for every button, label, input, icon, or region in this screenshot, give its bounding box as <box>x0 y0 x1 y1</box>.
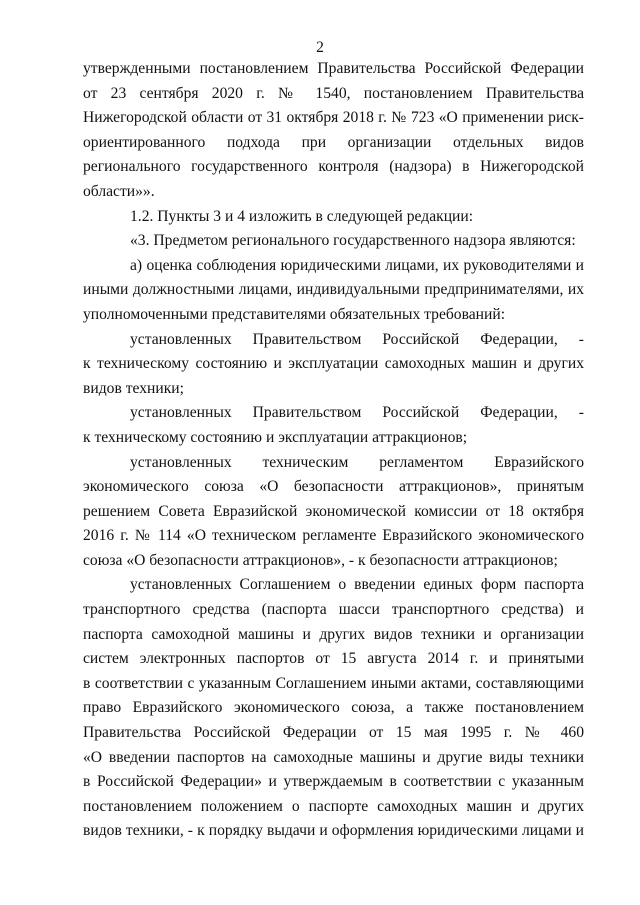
text-line: право Евразийского экономического союза, а также постановлением <box>83 699 584 717</box>
text-line: утвержденными постановлением Правительства Российской Федерации <box>83 60 584 77</box>
text-line: установленных техническим регламентом Евразийского <box>130 453 584 471</box>
text-line: транспортного средства (паспорта шасси транспортного средства) и <box>83 601 584 619</box>
text-line: паспорта самоходной машины и других видов техники и организации <box>83 625 584 643</box>
text-line: видов техники; <box>83 379 184 397</box>
text-line: 2016 г. № 114 «О техническом регламенте Евразийского экономического <box>83 527 584 545</box>
text-line: Правительства Российской Федерации от 15 мая 1995 г. № 460 <box>83 724 584 742</box>
text-line: от 23 сентября 2020 г. № 1540, постановлением Правительства <box>83 84 584 102</box>
text-line: постановлением положением о паспорте самоходных машин и других <box>83 797 584 815</box>
text-line: регионального государственного контроля (надзора) в Нижегородской <box>83 158 584 176</box>
page-number: 2 <box>316 39 324 56</box>
text-line: а) оценка соблюдения юридическими лицами, их руководителями и <box>130 256 584 274</box>
text-line: к техническому состоянию и эксплуатации самоходных машин и других <box>83 355 584 373</box>
text-line: «3. Предметом регионального государственного надзора являются: <box>130 232 576 250</box>
text-line: в соответствии с указанным Соглашением иными актами, составляющими <box>83 674 584 692</box>
text-line: видов техники, - к порядку выдачи и оформления юридическими лицами и <box>83 822 584 840</box>
text-line: Нижегородской области от 31 октября 2018 г. № 723 «О применении риск- <box>83 109 584 127</box>
text-line: уполномоченными представителями обязательных требований: <box>83 305 506 323</box>
text-line: иными должностными лицами, индивидуальными предпринимателями, их <box>83 281 584 299</box>
text-line: области»». <box>83 182 155 200</box>
text-line: установленных Правительством Российской Федерации, - <box>130 404 584 422</box>
text-line: установленных Соглашением о введении единых форм паспорта <box>130 576 584 594</box>
text-line: «О введении паспортов на самоходные машины и другие виды техники <box>83 748 584 766</box>
text-line: в Российской Федерации» и утверждаемым в соответствии с указанным <box>83 773 584 791</box>
text-line: союза «О безопасности аттракционов», - к безопасности аттракционов; <box>83 551 558 569</box>
text-line: ориентированного подхода при организации отдельных видов <box>83 133 584 151</box>
text-line: установленных Правительством Российской Федерации, - <box>130 330 584 348</box>
document-body <box>83 57 584 844</box>
text-line: экономического союза «О безопасности аттракционов», принятым <box>83 478 584 496</box>
text-line: к техническому состоянию и эксплуатации аттракционов; <box>83 428 468 446</box>
text-line: решением Совета Евразийской экономической комиссии от 18 октября <box>83 502 584 520</box>
text-line: 1.2. Пункты 3 и 4 изложить в следующей редакции: <box>130 207 474 225</box>
text-line: систем электронных паспортов от 15 августа 2014 г. и принятыми <box>83 650 584 668</box>
